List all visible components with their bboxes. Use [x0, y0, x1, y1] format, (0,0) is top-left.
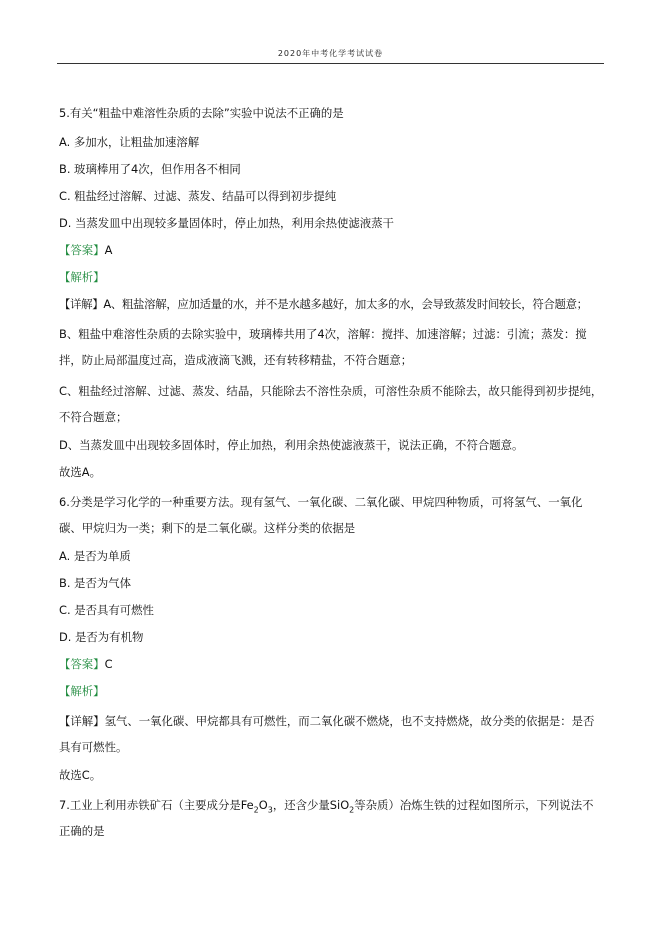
q5-detail-c: C、粗盐经过溶解、过滤、蒸发、结晶，只能除去不溶性杂质，可溶性杂质不能除去，故只能得到初步提纯，不符合题意；: [59, 384, 603, 424]
q5-detail-d: D、当蒸发皿中出现较多固体时，停止加热，利用余热使滤液蒸干，说法正确，不符合题意。: [59, 438, 524, 452]
q5-detail-b: B、粗盐中难溶性杂质的去除实验中，玻璃棒共用了4次，溶解：搅拌、加速溶解；过滤：引流；蒸发：搅拌，防止局部温度过高，造成液滴飞溅，还有转移精盐，不符合题意；: [59, 327, 587, 367]
q6-answer-value: C: [104, 657, 113, 671]
q5-option-d: D. 当蒸发皿中出现较多量固体时，停止加热，利用余热使滤液蒸干: [59, 216, 394, 230]
q6-option-b: B. 是否为气体: [59, 576, 132, 590]
question-5-stem: 5.有关“粗盐中难溶性杂质的去除”实验中说法不正确的是: [59, 106, 344, 120]
q6-option-c: C. 是否具有可燃性: [59, 603, 154, 617]
q6-answer: 【答案】C: [59, 657, 113, 671]
q5-conclusion: 故选A。: [59, 465, 101, 479]
q6-option-d: D. 是否为有机物: [59, 630, 144, 644]
page-header: 2020年中考化学考试试卷: [277, 49, 384, 58]
q5-option-b: B. 玻璃棒用了4次，但作用各不相同: [59, 162, 241, 176]
question-content: [59, 103, 604, 844]
q6-conclusion: 故选C。: [59, 768, 102, 782]
header-divider: [57, 63, 604, 64]
detail-label: 【详解】: [59, 297, 104, 311]
q6-option-a: A. 是否为单质: [59, 549, 131, 563]
q5-option-c: C. 粗盐经过溶解、过滤、蒸发、结晶可以得到初步提纯: [59, 189, 337, 203]
answer-label: 【答案】: [59, 243, 105, 257]
q5-option-a: A. 多加水，让粗盐加速溶解: [59, 135, 200, 149]
question-7-stem: 7.工业上利用赤铁矿石（主要成分是$Fe_2O_3$，还含少量SiO$_2$等杂质）冶炼生铁的过程如图所示，下列说法不正确的是: [59, 798, 594, 838]
q6-detail: 【详解】氢气、一氧化碳、甲烷都具有可燃性，而二氧化碳不燃烧，也不支持燃烧，故分类的依据是：是否具有可燃性。: [59, 714, 595, 754]
q6-analysis-label: 【解析】: [59, 684, 105, 698]
q5-detail-a: 【详解】A、粗盐溶解，应加适量的水，并不是水越多越好，加太多的水，会导致蒸发时间较长，符合题意；: [59, 297, 588, 311]
q5-answer-value: A: [104, 243, 113, 257]
question-6-stem: 6.分类是学习化学的一种重要方法。现有氢气、一氧化碳、二氧化碳、甲烷四种物质，可将氢气、一氧化碳、甲烷归为一类；剩下的是二氧化碳。这样分类的依据是: [59, 495, 583, 535]
q5-answer: [59, 240, 604, 262]
q5-analysis-label: 【解析】: [59, 270, 105, 284]
